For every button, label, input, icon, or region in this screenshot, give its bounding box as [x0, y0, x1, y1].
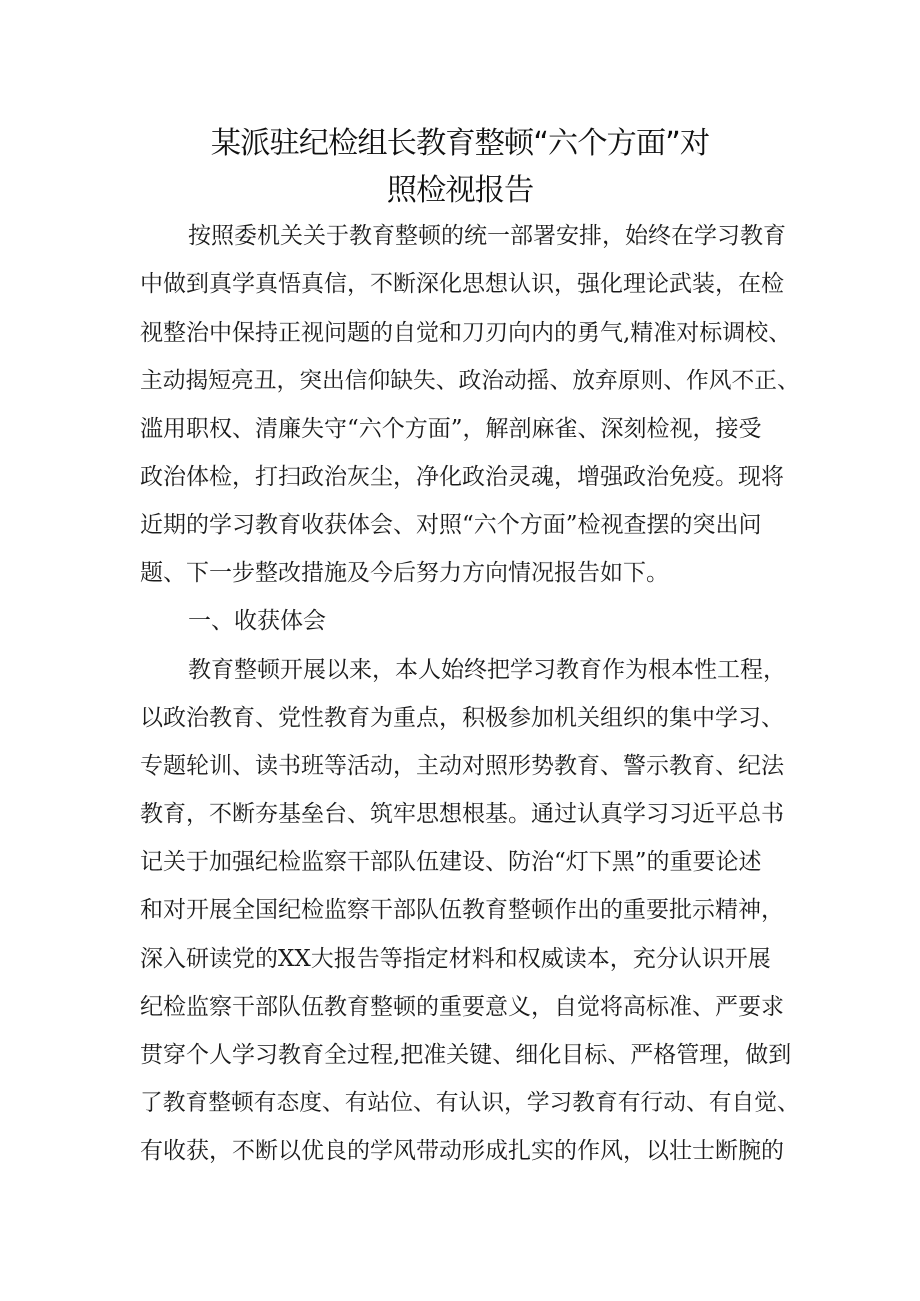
- body-line: 贯穿个人学习教育全过程,把准关键、细化目标、严格管理，做到: [140, 1042, 792, 1068]
- document-title-line-2: 照检视报告: [386, 173, 534, 208]
- body-line: 视整治中保持正视问题的自觉和刀刃向内的勇气,精准对标调校、: [140, 320, 792, 346]
- body-line: 主动揭短亮丑，突出信仰缺失、政治动摇、放弃原则、作风不正、: [140, 368, 800, 394]
- body-line: 了教育整顿有态度、有站位、有认识，学习教育有行动、有自觉、: [140, 1090, 800, 1116]
- body-line: 按照委机关关于教育整顿的统一部署安排，始终在学习教育: [188, 223, 786, 249]
- body-line: 政治体检，打扫政治灰尘，净化政治灵魂，增强政治免疫。现将: [140, 464, 784, 490]
- body-line: 中做到真学真悟真信，不断深化思想认识，强化理论武装，在检: [140, 271, 784, 297]
- body-line: 近期的学习教育收获体会、对照“六个方面”检视查摆的突出问: [140, 512, 762, 538]
- section-heading: 一、收获体会: [188, 608, 326, 634]
- body-line: 记关于加强纪检监察干部队伍建设、防治“灯下黑”的重要论述: [140, 849, 762, 875]
- body-line: 和对开展全国纪检监察干部队伍教育整顿作出的重要批示精神，: [140, 897, 784, 923]
- body-line: 纪检监察干部队伍教育整顿的重要意义，自觉将高标准、严要求: [140, 994, 784, 1020]
- body-line: 以政治教育、党性教育为重点，积极参加机关组织的集中学习、: [140, 705, 784, 731]
- body-line: 教育整顿开展以来，本人始终把学习教育作为根本性工程，: [188, 657, 786, 683]
- body-line: 专题轮训、读书班等活动，主动对照形势教育、警示教育、纪法: [140, 753, 784, 779]
- document-title-line-1: 某派驻纪检组长教育整顿“六个方面”对: [210, 126, 710, 161]
- body-line: 有收获，不断以优良的学风带动形成扎实的作风，以壮士断腕的: [140, 1138, 784, 1164]
- body-line: 滥用职权、清廉失守“六个方面”，解剖麻雀、深刻检视，接受: [140, 416, 762, 442]
- body-line: 深入研读党的XX大报告等指定材料和权威读本，充分认识开展: [140, 946, 771, 972]
- body-line: 题、下一步整改措施及今后努力方向情况报告如下。: [140, 560, 669, 586]
- body-line: 教育，不断夯基垒台、筑牢思想根基。通过认真学习习近平总书: [140, 801, 784, 827]
